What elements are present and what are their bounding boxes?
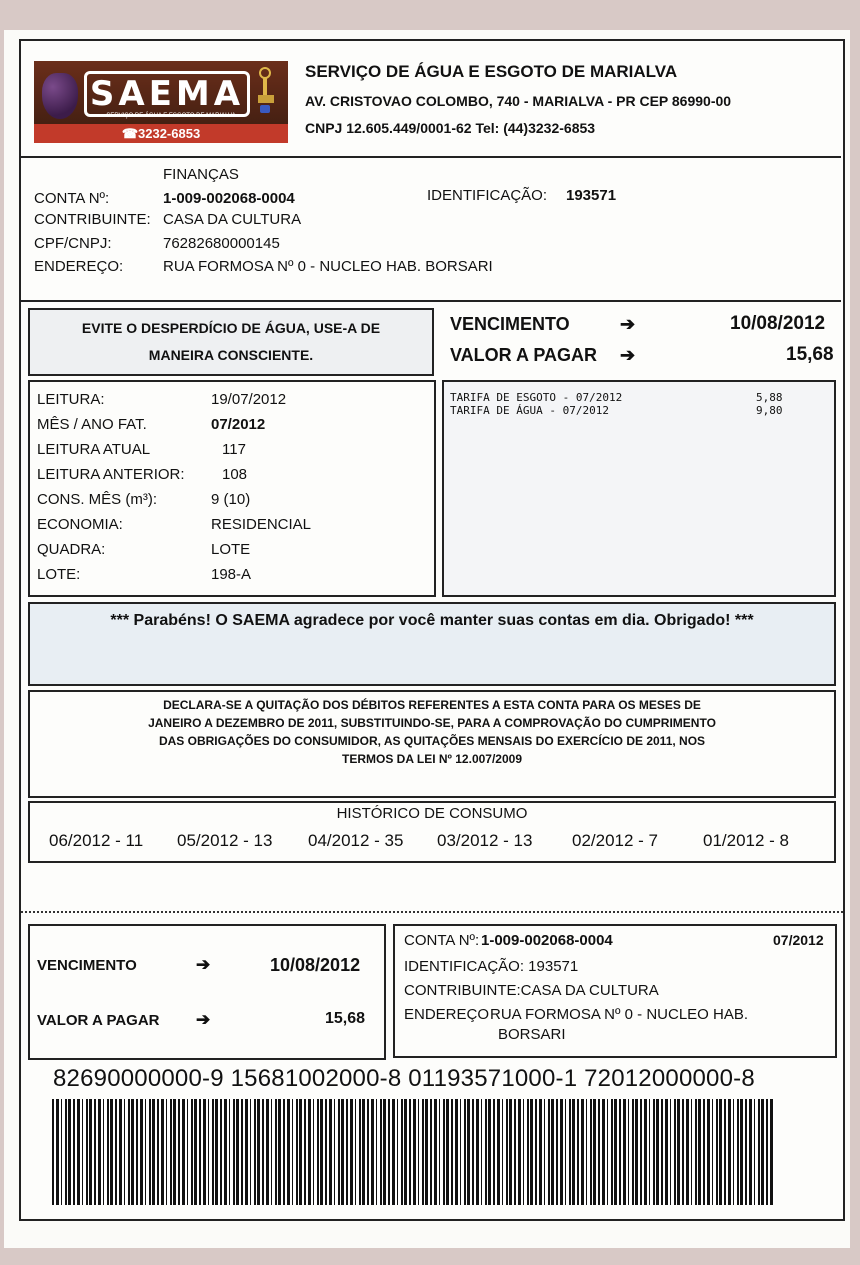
history-item: 06/2012 - 11	[49, 831, 144, 850]
reading-value: 198-A	[211, 566, 252, 583]
history-item: 05/2012 - 13	[177, 831, 273, 850]
logo-phone: ☎3232-6853	[34, 124, 288, 143]
reading-label: ECONOMIA:	[37, 516, 123, 533]
history-item: 02/2012 - 7	[572, 831, 659, 850]
reading-value: 117	[222, 441, 246, 458]
declaration-box	[28, 690, 836, 798]
declaration-line: DAS OBRIGAÇÕES DO CONSUMIDOR, AS QUITAÇÕES MENSAIS DO EXERCÍCIO DE 2011, NOS	[158, 734, 706, 748]
due-date-label: VENCIMENTO	[450, 314, 570, 334]
stub-address-value-2: BORSARI	[498, 1026, 566, 1043]
identification-value: 193571	[566, 187, 617, 204]
faucet-icon	[250, 67, 280, 117]
reading-label: LOTE:	[37, 566, 81, 583]
amount-label: VALOR A PAGAR	[450, 345, 597, 365]
stub-address-value: RUA FORMOSA Nº 0 - NUCLEO HAB.	[490, 1006, 749, 1023]
declaration-line: TERMOS DA LEI Nº 12.007/2009	[341, 752, 522, 766]
department: FINANÇAS	[163, 166, 239, 183]
reading-box	[28, 380, 436, 597]
reading-value: 19/07/2012	[211, 391, 287, 408]
stub-due-date-label: VENCIMENTO	[37, 957, 137, 974]
reading-label: LEITURA ATUAL	[37, 441, 151, 458]
arrow-icon: ➔	[196, 955, 211, 974]
saema-logo	[34, 61, 288, 143]
address-value: RUA FORMOSA Nº 0 - NUCLEO HAB. BORSARI	[163, 258, 493, 275]
stub-account-label: CONTA Nº:	[404, 932, 480, 949]
reading-value: 108	[222, 466, 248, 483]
arrow-icon: ➔	[620, 345, 636, 365]
cut-line	[21, 911, 843, 913]
tariff-label: TARIFA DE ÁGUA - 07/2012	[450, 404, 609, 417]
grapes-icon	[42, 73, 78, 119]
notice-line-1: EVITE O DESPERDÍCIO DE ÁGUA, USE-A DE	[81, 320, 381, 336]
identification-label: IDENTIFICAÇÃO:	[427, 187, 548, 204]
history-item: 04/2012 - 35	[308, 831, 404, 850]
account-number-label: CONTA Nº:	[34, 190, 110, 207]
thank-you-message: *** Parabéns! O SAEMA agradece por você manter suas contas em dia. Obrigado! ***	[110, 612, 754, 629]
cpf-label: CPF/CNPJ:	[34, 235, 112, 252]
history-item: 03/2012 - 13	[437, 831, 533, 850]
contributor-value: CASA DA CULTURA	[163, 211, 302, 228]
reading-value: LOTE	[211, 541, 251, 558]
due-date-value: 10/08/2012	[730, 313, 826, 334]
cpf-value: 76282680000145	[163, 235, 280, 252]
reading-label: LEITURA:	[37, 391, 105, 408]
company-name: SERVIÇO DE ÁGUA E ESGOTO DE MARIALVA	[305, 62, 678, 81]
message-box	[28, 602, 836, 686]
logo-wordmark: SAEMA	[84, 71, 250, 117]
arrow-icon: ➔	[620, 314, 636, 334]
account-number: 1-009-002068-0004	[163, 190, 295, 207]
stub-reference-month: 07/2012	[773, 932, 824, 948]
company-address: AV. CRISTOVAO COLOMBO, 740 - MARIALVA - PR CEP 86990-00	[305, 93, 732, 109]
history-title: HISTÓRICO DE CONSUMO	[336, 805, 528, 822]
stub-amount-value: 15,68	[325, 1010, 366, 1027]
stub-address-label: ENDEREÇO	[404, 1006, 490, 1023]
reading-value: RESIDENCIAL	[211, 516, 312, 533]
arrow-icon: ➔	[196, 1010, 211, 1029]
address-label: ENDEREÇO:	[34, 258, 124, 275]
company-cnpj: CNPJ 12.605.449/0001-62 Tel: (44)3232-6853	[305, 120, 596, 136]
tariff-value: 5,88	[756, 391, 783, 404]
amount-value: 15,68	[786, 344, 834, 365]
barcode-digits: 82690000000-9 15681002000-8 01193571000-1 72012000000-8	[53, 1065, 755, 1092]
stub-account-number: 1-009-002068-0004	[481, 932, 613, 949]
reading-value: 9 (10)	[211, 491, 251, 508]
reading-label: QUADRA:	[37, 541, 106, 558]
logo-subtitle: SERVIÇO DE ÁGUA E ESGOTO DE MARIALVA	[106, 113, 236, 119]
stub-contributor: CONTRIBUINTE:CASA DA CULTURA	[404, 982, 659, 999]
declaration-line: DECLARA-SE A QUITAÇÃO DOS DÉBITOS REFERENTES A ESTA CONTA PARA OS MESES DE	[163, 698, 701, 712]
water-notice-box	[28, 308, 434, 376]
reading-value: 07/2012	[211, 416, 266, 433]
notice-line-2: MANEIRA CONSCIENTE.	[148, 347, 314, 363]
stub-identification: IDENTIFICAÇÃO: 193571	[404, 958, 579, 975]
stub-amount-label: VALOR A PAGAR	[37, 1012, 160, 1029]
barcode	[52, 1099, 775, 1205]
stub-due-date-value: 10/08/2012	[270, 955, 361, 975]
reading-label: CONS. MÊS (m³):	[37, 491, 157, 508]
tariff-label: TARIFA DE ESGOTO - 07/2012	[450, 391, 623, 404]
history-item: 01/2012 - 8	[703, 831, 790, 850]
reading-label: MÊS / ANO FAT.	[37, 416, 147, 433]
stub-due-box	[28, 924, 386, 1060]
tariff-value: 9,80	[756, 404, 783, 417]
contributor-label: CONTRIBUINTE:	[34, 211, 151, 228]
reading-label: LEITURA ANTERIOR:	[37, 466, 185, 483]
declaration-line: JANEIRO A DEZEMBRO DE 2011, SUBSTITUINDO-SE, PARA A COMPROVAÇÃO DO CUMPRIMENTO	[148, 716, 716, 730]
